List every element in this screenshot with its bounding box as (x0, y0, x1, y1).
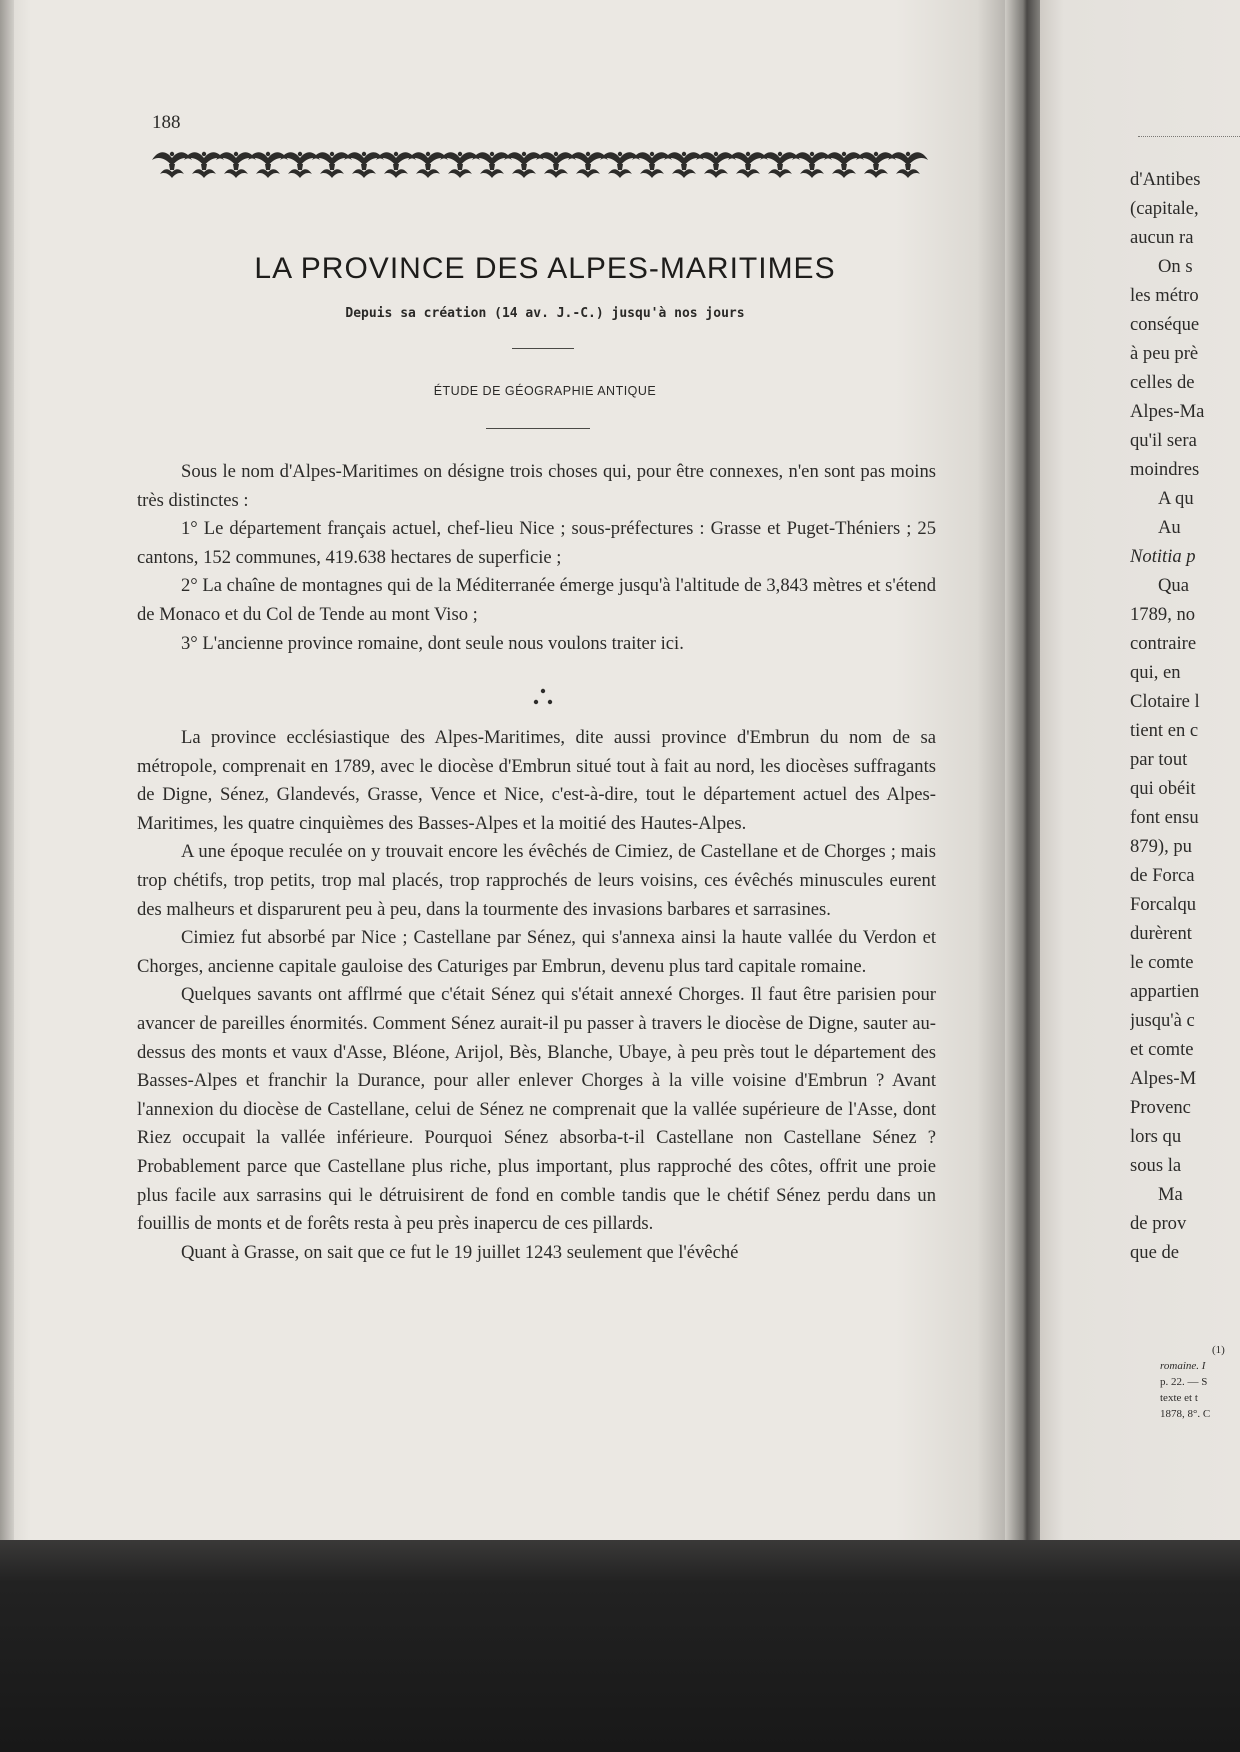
main-text (137, 724, 936, 1267)
footnote-line: 1878, 8°. C (1160, 1408, 1211, 1420)
facing-line: de Forca (1130, 865, 1195, 886)
facing-line: 1789, no (1130, 604, 1196, 625)
facing-line: celles de (1130, 372, 1195, 393)
facing-line: Au (1158, 517, 1181, 538)
facing-line: que de (1130, 1242, 1180, 1263)
scan-background (0, 1540, 1240, 1752)
facing-page-footnote (1160, 1342, 1240, 1422)
facing-line: tient en c (1130, 720, 1199, 741)
chapter-title: LA PROVINCE DES ALPES-MARITIMES (254, 252, 836, 285)
facing-line: moindres (1130, 459, 1200, 480)
list-item: 2° La chaîne de montagnes qui de la Méditerranée émerge jusqu'à l'altitude de 3,843 mètres et s'étend de Monaco et du Col de Tende au mont Viso ; (137, 575, 936, 625)
facing-line: les métro (1130, 285, 1199, 306)
facing-page-text (1130, 165, 1240, 1267)
facing-line: Qua (1158, 575, 1189, 596)
facing-line: Notitia p (1130, 546, 1196, 567)
asterism (528, 682, 558, 712)
list-item: 1° Le département français actuel, chef-lieu Nice ; sous-préfectures : Grasse et Puget-Théniers ; 25 cantons, 152 communes, 419.638 hectares de superficie ; (137, 518, 936, 568)
section-heading: ÉTUDE DE GÉOGRAPHIE ANTIQUE (433, 384, 657, 398)
facing-line: sous la (1130, 1155, 1182, 1176)
intro-text (137, 458, 936, 658)
page-number: 188 (152, 112, 181, 133)
facing-line: qui, en (1130, 662, 1181, 683)
fleuron-ornament-band (152, 148, 938, 182)
facing-line: A qu (1158, 488, 1194, 509)
facing-line: On s (1158, 256, 1193, 277)
facing-line: qui obéit (1130, 778, 1196, 799)
footnote-line: (1) (1212, 1344, 1225, 1356)
list-item: 3° L'ancienne province romaine, dont seule nous voulons traiter ici. (181, 632, 684, 654)
chapter-subtitle: Depuis sa création (14 av. J.-C.) jusqu'à nos jours (345, 306, 745, 321)
paragraph: Quelques savants ont afflrmé que c'était Sénez qui s'était annexé Chorges. Il faut être parisien pour avancer de pareilles énormités. Comment Sénez aurait-il pu passer à travers le diocèse de Digne, sauter au-dessus des monts et vaux d'Asse, Bléone, Arijol, Bès, Blanche, Ubaye, à peu près tout le département des Basses-Alpes et franchir la Durance, pour aller enlever Chorges à la ville voisine d'Embrun ? Avant l'annexion du diocèse de Castellane, celui de Sénez ne comprenait que la vallée supérieure de l'Asse, dont Riez occupait la vallée inférieure. Pourquoi Sénez absorba-t-il Castellane non Castellane Sénez ? Probablement parce que Castellane plus riche, plus important, plus rapproché des côtes, offrit une proie plus facile aux sarrasins qui le détruisirent de fond en comble tandis que le chétif Sénez perdu dans un fouillis de monts et de forêts resta à peu près inapercu de ces pillards. (137, 984, 936, 1235)
facing-line: d'Antibes (1130, 169, 1201, 190)
paragraph: A une époque reculée on y trouvait encore les évêchés de Cimiez, de Castellane et de Chorges ; mais trop chétifs, trop petits, trop mal placés, trop rapprochés de leurs voisins, ces évêchés minuscules eurent des malheurs et disparurent peu à peu, dans la tourmente des invasions barbares et sarrasines. (137, 841, 936, 920)
facing-line: durèrent (1130, 923, 1192, 944)
facing-line: contraire (1130, 633, 1197, 654)
facing-page-rule (1138, 136, 1240, 138)
facing-line: lors qu (1130, 1126, 1182, 1147)
facing-line: par tout (1130, 749, 1188, 770)
divider-rule (486, 428, 590, 429)
footnote-line: romaine. I (1160, 1360, 1206, 1372)
paragraph: Quant à Grasse, on sait que ce fut le 19 juillet 1243 seulement que l'évêché (181, 1241, 739, 1263)
facing-line: à peu prè (1130, 343, 1199, 364)
book-gutter (1005, 0, 1045, 1560)
footnote-line: p. 22. — S (1160, 1376, 1208, 1388)
facing-line: 879), pu (1130, 836, 1192, 857)
footnote-line: texte et t (1160, 1392, 1198, 1404)
facing-line: Clotaire l (1130, 691, 1200, 712)
facing-line: Alpes-M (1130, 1068, 1197, 1089)
facing-line: le comte (1130, 952, 1194, 973)
facing-line: Alpes-Ma (1130, 401, 1205, 422)
left-page-edge (0, 0, 14, 1560)
paragraph: Cimiez fut absorbé par Nice ; Castellane par Sénez, qui s'annexa ainsi la haute vallée du Verdon et Chorges, ancienne capitale gauloise des Caturiges par Embrun, devenu plus tard capitale romaine. (137, 927, 936, 977)
facing-line: et comte (1130, 1039, 1194, 1060)
facing-line: Ma (1158, 1184, 1183, 1205)
facing-line: aucun ra (1130, 227, 1194, 248)
paragraph: Sous le nom d'Alpes-Maritimes on désigne trois choses qui, pour être connexes, n'en sont pas moins très distinctes : (137, 461, 936, 511)
paragraph: La province ecclésiastique des Alpes-Maritimes, dite aussi province d'Embrun du nom de sa métropole, comprenait en 1789, avec le diocèse d'Embrun situé tout à fait au nord, les diocèses suffragants de Digne, Sénez, Glandevés, Grasse, Vence et Nice, c'est-à-dire, tout le département actuel des Alpes-Maritimes, les quatre cinquièmes des Basses-Alpes et la moitié des Hautes-Alpes. (137, 727, 936, 834)
facing-line: jusqu'à c (1130, 1010, 1195, 1031)
facing-line: Provenc (1130, 1097, 1191, 1118)
facing-line: qu'il sera (1130, 430, 1197, 451)
facing-line: appartien (1130, 981, 1200, 1002)
divider-rule (512, 348, 574, 349)
facing-line: font ensu (1130, 807, 1199, 828)
facing-line: (capitale, (1130, 198, 1199, 219)
facing-line: de prov (1130, 1213, 1187, 1234)
facing-line: conséque (1130, 314, 1200, 335)
facing-line: Forcalqu (1130, 894, 1197, 915)
